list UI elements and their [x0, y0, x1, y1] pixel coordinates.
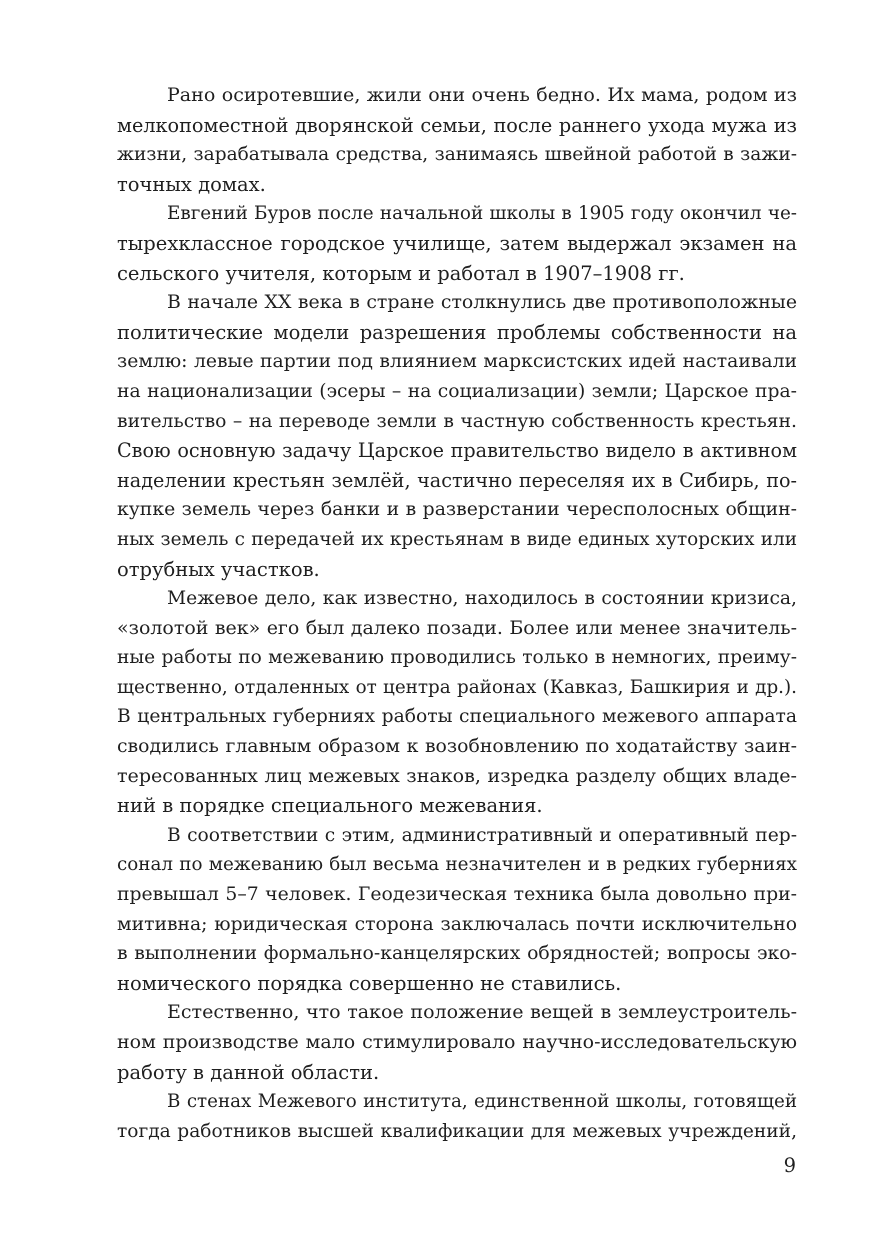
text-line: жизни, зарабатывала средства, занимаясь швейной работой в зажи- [117, 144, 797, 166]
text-line: щественно, отдаленных от центра районах (Кавказ, Башкирия и др.). [117, 676, 797, 698]
text-line: сонал по межеванию был весьма незначителен и в редких губерниях [117, 854, 797, 876]
text-line: ном производстве мало стимулировало научно-исследовательскую [117, 1031, 797, 1053]
text-line: работу в данной области. [117, 1060, 380, 1084]
text-line: Свою основную задачу Царское правительство видело в активном [117, 439, 797, 463]
text-line: тырехклассное городское училище, затем выдержал экзамен на [117, 231, 797, 255]
paragraph-first-line: В начале XX века в стране столкнулись две противоположные [167, 291, 797, 314]
paragraph-first-line: В соответствии с этим, административный и оперативный пер- [167, 824, 797, 846]
text-line: мелкопоместной дворянской семьи, после раннего ухода мужа из [117, 113, 797, 137]
text-line: ных земель с передачей их крестьянам в виде единых хуторских или [117, 528, 797, 550]
text-line: купке земель через банки и в разверстании чересполосных общин- [117, 499, 797, 521]
text-line: в выполнении формально-канцелярских обрядностей; вопросы эко- [117, 943, 797, 965]
text-line: ний в порядке специального межевания. [117, 794, 543, 818]
text-line: митивна; юридическая сторона заключалась почти исключительно [117, 913, 797, 935]
text-line: превышал 5–7 человек. Геодезическая техника была довольно при- [117, 884, 797, 906]
text-line: номического порядка совершенно не ставились. [117, 971, 622, 995]
text-line: землю: левые партии под влиянием марксистских идей настаивали [117, 351, 797, 373]
text-line: В центральных губерниях работы специального межевого аппарата [117, 706, 797, 728]
text-line: наделении крестьян землёй, частично переселяя их в Сибирь, по- [117, 468, 797, 492]
paragraph-first-line: Рано осиротевшие, жили они очень бедно. Их мама, родом из [167, 84, 797, 106]
paragraph-first-line: Межевое дело, как известно, находилось в состоянии кризиса, [167, 588, 797, 610]
text-line: сводились главным образом к возобновлению по ходатайству заин- [117, 736, 797, 758]
text-line: политические модели разрешения проблемы собственности на [117, 320, 797, 344]
text-line: вительство – на переводе земли в частную собственность крестьян. [117, 410, 797, 432]
text-line: тересованных лиц межевых знаков, изредка разделу общих владе- [117, 764, 797, 787]
paragraph-first-line: Евгений Буров после начальной школы в 1905 году окончил че- [167, 203, 797, 225]
text-line: точных домах. [117, 172, 266, 196]
text-line: на национализации (эсеры – на социализации) земли; Царское пра- [117, 380, 797, 402]
paragraph-first-line: Естественно, что такое положение вещей в землеустроитель- [167, 1001, 797, 1024]
body-text [117, 81, 797, 1146]
text-line: тогда работников высшей квалификации для межевых учреждений, [117, 1120, 797, 1142]
text-line: сельского учителя, которым и работал в 1907–1908 гг. [117, 261, 685, 285]
text-line: отрубных участков. [117, 557, 320, 581]
page-number: 9 [783, 1154, 796, 1177]
text-line: «золотой век» его был далеко позади. Более или менее значитель- [117, 616, 797, 639]
text-line: ные работы по межеванию проводились только в немногих, преиму- [117, 647, 797, 669]
paragraph-first-line: В стенах Межевого института, единственной школы, готовящей [167, 1091, 797, 1113]
